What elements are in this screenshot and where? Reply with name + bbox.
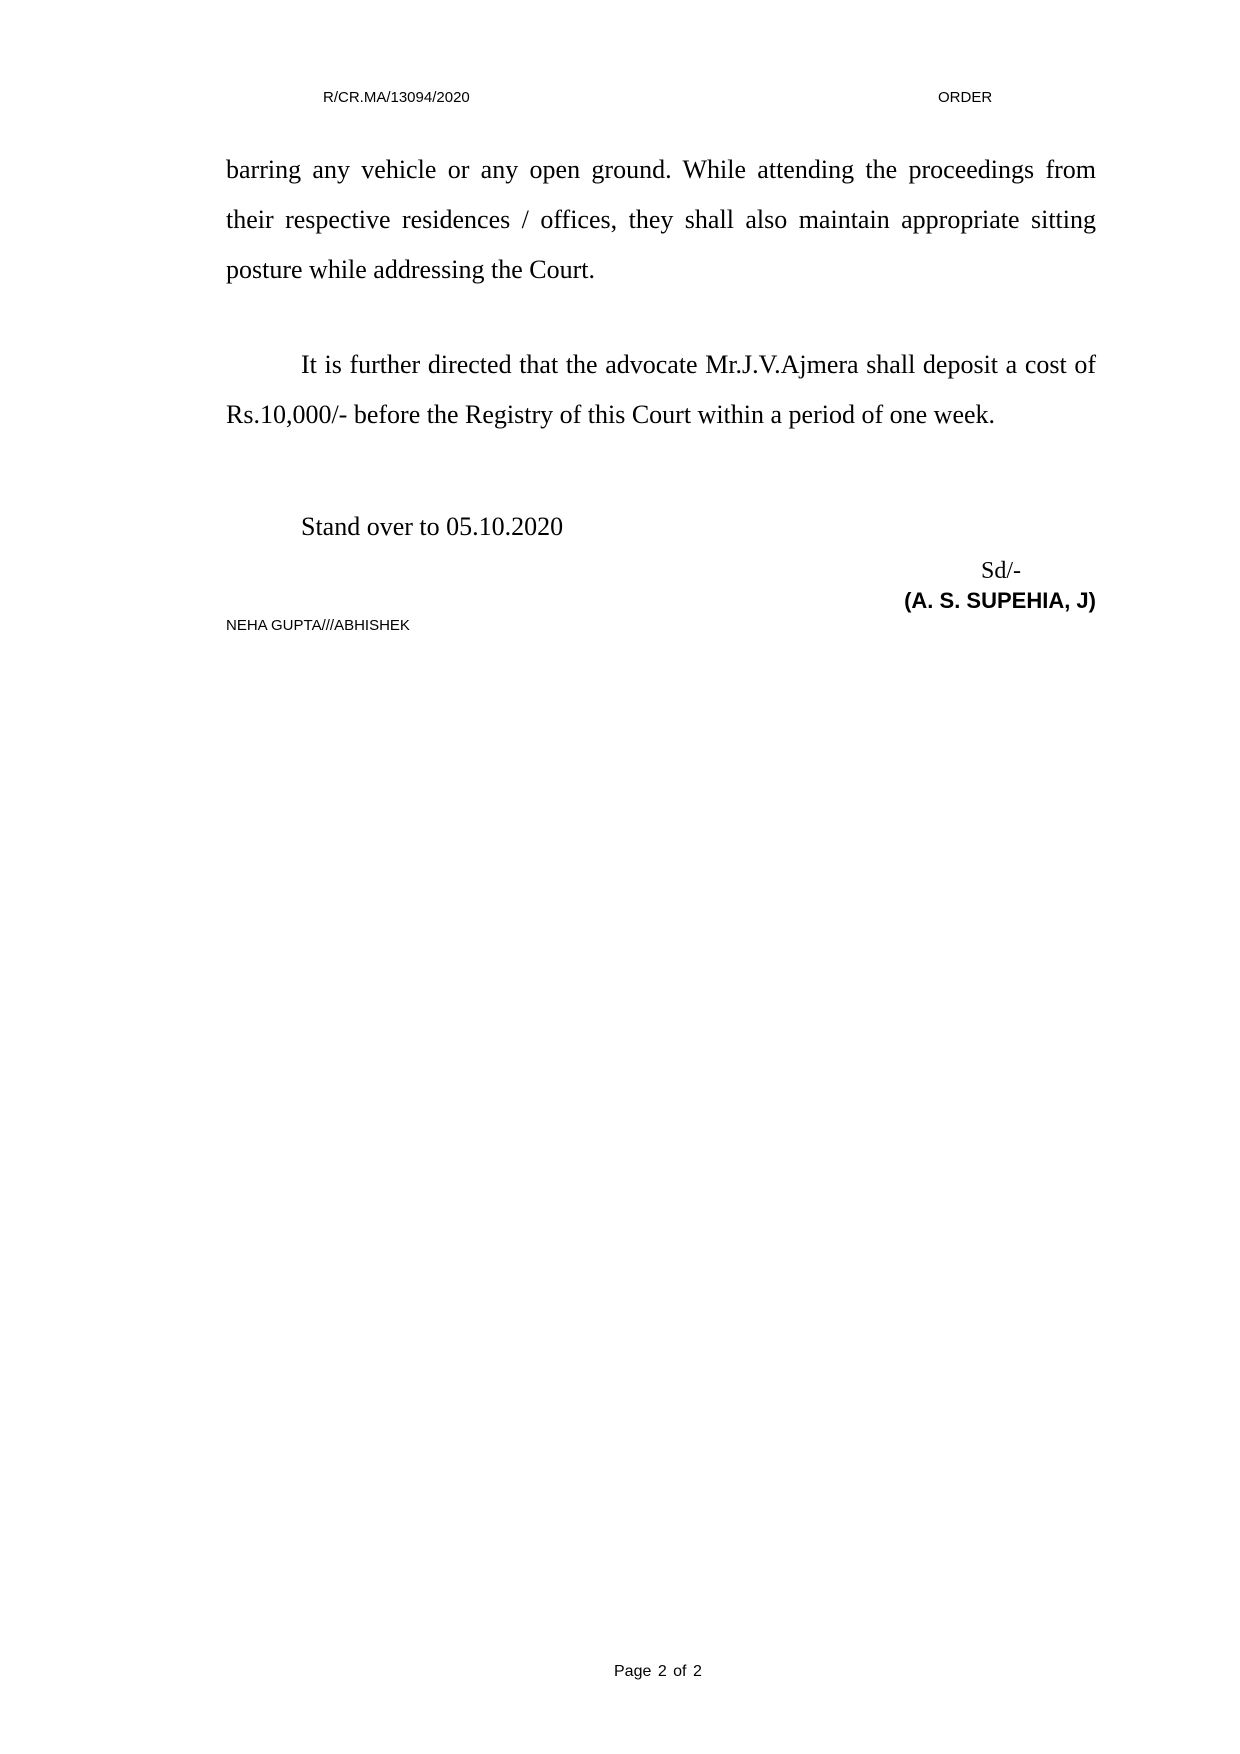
paragraph-2: It is further directed that the advocate Mr.J.V.Ajmera shall deposit a cost of Rs.10,000/- before the Registry of this Court within a period of one week.: [226, 350, 1096, 429]
page-number: Page 2 of 2: [614, 1663, 702, 1680]
paragraph-3: Stand over to 05.10.2020: [301, 512, 564, 541]
document-type: ORDER: [938, 89, 993, 106]
case-number: R/CR.MA/13094/2020: [323, 89, 470, 106]
judge-name: (A. S. SUPEHIA, J): [904, 588, 1096, 613]
signature-sd: Sd/-: [981, 558, 1022, 584]
paragraph-1: barring any vehicle or any open ground. While attending the proceedings from their respective residences / offices, they shall also maintain appropriate sitting posture while addressing the Court.: [226, 155, 1096, 284]
clerk-initials: NEHA GUPTA///ABHISHEK: [226, 617, 410, 634]
